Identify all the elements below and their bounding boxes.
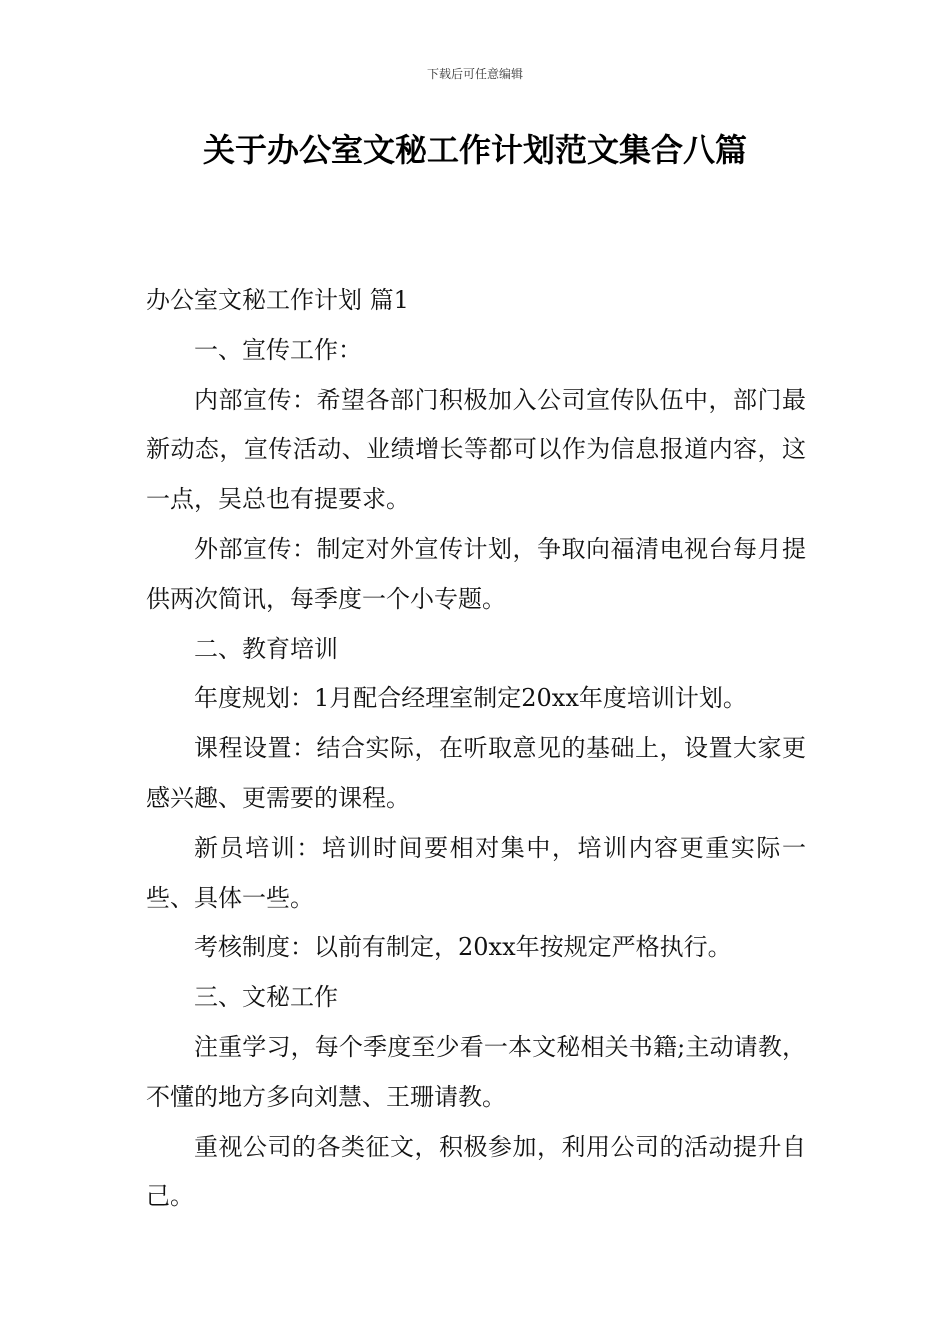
paragraph-course-setup: 课程设置：结合实际，在听取意见的基础上，设置大家更感兴趣、更需要的课程。 [146,734,806,812]
paragraph-new-staff-training: 新员培训：培训时间要相对集中，培训内容更重实际一些、具体一些。 [146,833,806,912]
paragraph-essay-contests: 重视公司的各类征文，积极参加，利用公司的活动提升自己。 [146,1132,806,1211]
paragraph-training-heading: 二、教育培训 [194,634,338,663]
paragraph-annual-plan: 年度规划：1月配合经理室制定20xx年度培训计划。 [194,684,747,713]
document-title: 关于办公室文秘工作计划范文集合八篇 [202,131,747,169]
paragraph-internal-publicity: 内部宣传：希望各部门积极加入公司宣传队伍中，部门最新动态，宣传活动、业绩增长等都可以作为信息报道内容，这一点，吴总也有提要求。 [146,385,806,514]
paragraph-assessment: 考核制度：以前有制定，20xx年按规定严格执行。 [194,933,732,962]
section-heading: 办公室文秘工作计划 篇1 [146,286,409,314]
header-note: 下载后可任意编辑 [426,67,523,81]
document-body [146,276,806,1222]
paragraph-study: 注重学习，每个季度至少看一本文秘相关书籍;主动请教，不懂的地方多向刘慧、王珊请教。 [146,1032,806,1111]
paragraph-publicity-heading: 一、宣传工作： [194,335,362,364]
paragraph-secretarial-heading: 三、文秘工作 [194,983,338,1012]
paragraph-external-publicity: 外部宣传：制定对外宣传计划，争取向福清电视台每月提供两次简讯，每季度一个小专题。 [146,534,806,613]
